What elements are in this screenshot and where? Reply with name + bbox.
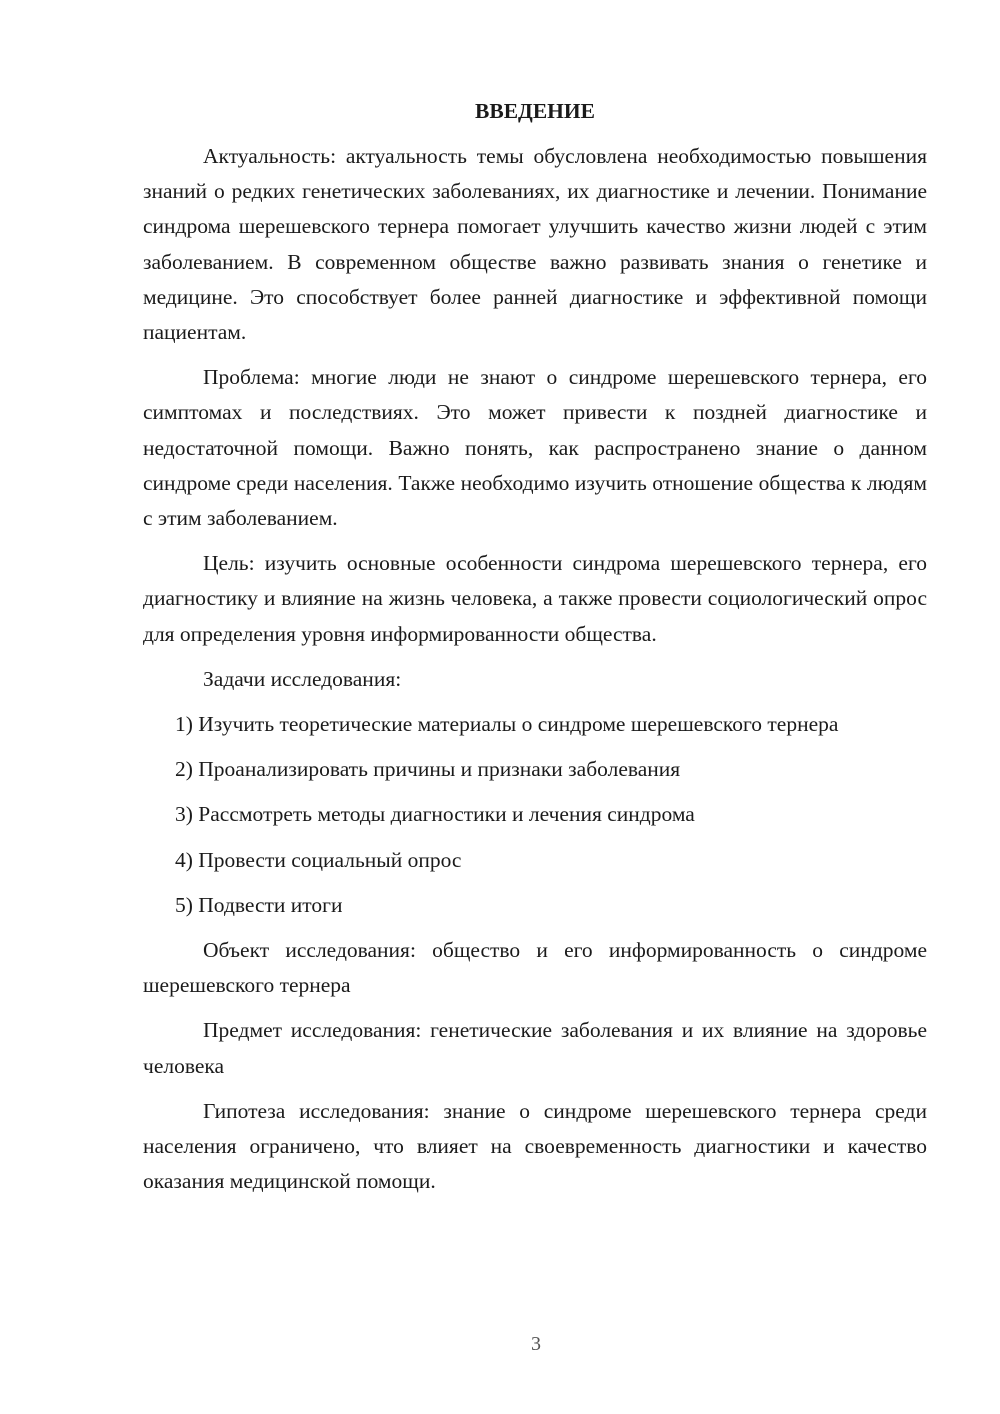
page-title: ВВЕДЕНИЕ xyxy=(475,99,595,123)
paragraph-problem: Проблема: многие люди не знают о синдроме шерешевского тернера, его симптомах и последствиях. Это может привести к поздней диагностике и недостаточной помощи. Важно понять, как распространено знание о данном синдроме среди населения. Также необходимо изучить отношение общества к людям с этим заболеванием. xyxy=(143,365,927,531)
paragraph-object: Объект исследования: общество и его информированность о синдроме шерешевского тернера xyxy=(143,938,927,998)
paragraph-hypothesis: Гипотеза исследования: знание о синдроме шерешевского тернера среди населения ограничено, что влияет на своевременность диагностики и качество оказания медицинской помощи. xyxy=(143,1098,927,1194)
paragraph-tasks-heading: Задачи исследования: xyxy=(203,666,402,691)
paragraph-goal: Цель: изучить основные особенности синдрома шерешевского тернера, его диагностику и влияние на жизнь человека, а также провести социологический опрос для определения уровня информированности общества. xyxy=(143,551,927,646)
page-number: 3 xyxy=(531,1333,541,1355)
paragraph-subject: Предмет исследования: генетические заболевания и их влияние на здоровье человека xyxy=(143,1018,927,1078)
paragraph-relevance: Актуальность: актуальность темы обусловлена необходимостью повышения знаний о редких генетических заболеваниях, их диагностике и лечении. Понимание синдрома шерешевского тернера помогает улучшить качество жизни людей с этим заболеванием. В современном обществе важно развивать знания о генетике и медицине. Это способствует более ранней диагностике и эффективной помощи пациентам. xyxy=(143,144,927,345)
page-content xyxy=(143,94,927,1209)
list-item-task-5: 5) Подвести итоги xyxy=(175,892,343,917)
list-item-task-3: 3) Рассмотреть методы диагностики и лечения синдрома xyxy=(175,802,695,827)
list-item-task-1: 1) Изучить теоретические материалы о синдроме шерешевского тернера xyxy=(175,712,839,737)
list-item-task-2: 2) Проанализировать причины и признаки заболевания xyxy=(175,757,681,782)
list-item-task-4: 4) Провести социальный опрос xyxy=(175,847,462,872)
